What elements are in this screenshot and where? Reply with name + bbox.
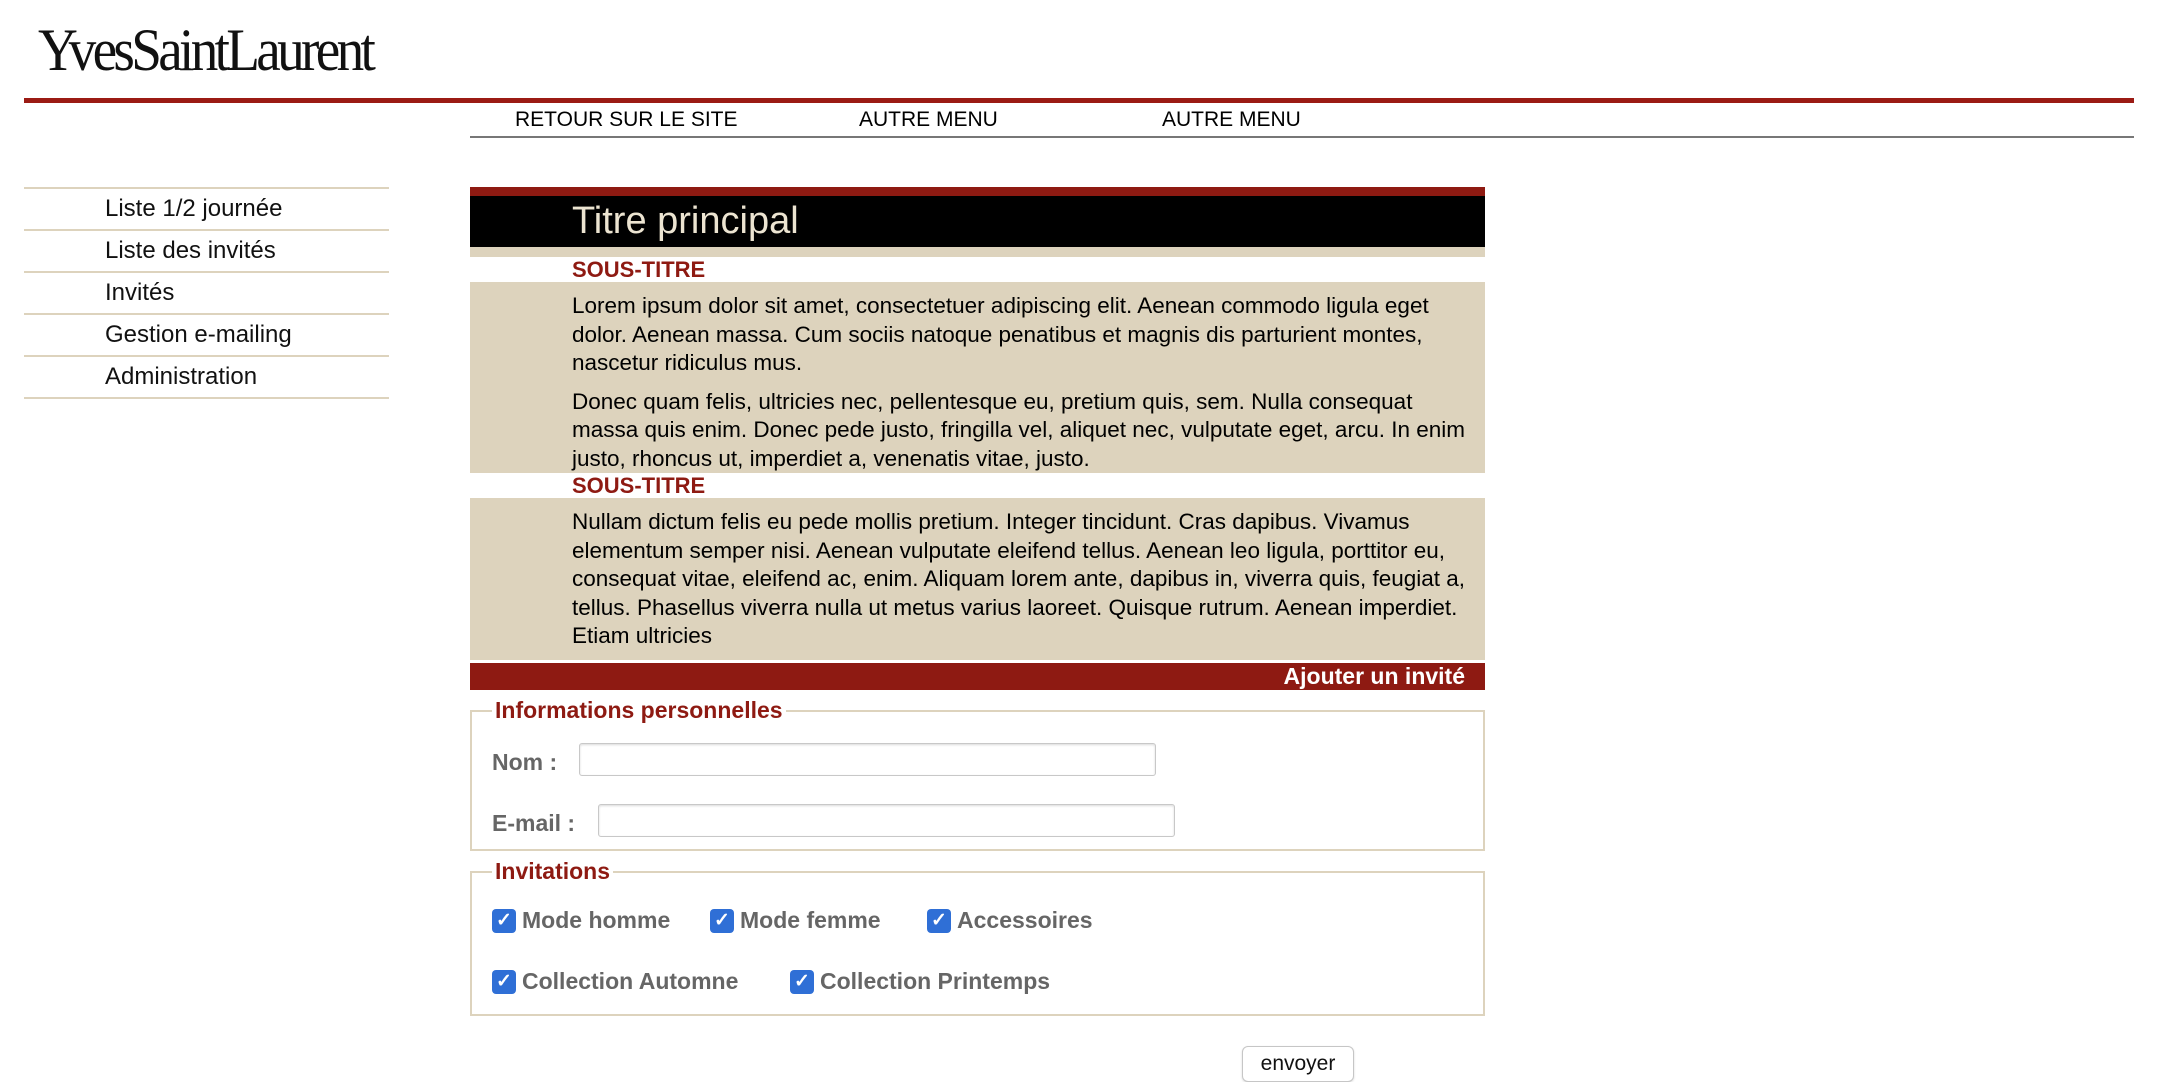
nav-other-menu-1[interactable]: AUTRE MENU	[859, 108, 998, 131]
section-body	[470, 498, 1485, 660]
name-input[interactable]	[579, 743, 1156, 776]
checkmark-icon[interactable]: ✓	[492, 970, 516, 994]
submit-button[interactable]: envoyer	[1242, 1046, 1354, 1082]
checkbox-label: Mode homme	[522, 907, 671, 933]
checkmark-icon[interactable]: ✓	[927, 909, 951, 933]
checkmark-icon[interactable]: ✓	[492, 909, 516, 933]
paragraph: Nullam dictum felis eu pede mollis pretium. Integer tincidunt. Cras dapibus. Vivamus elementum semper nisi. Aenean vulputate eleifend tellus. Aenean leo ligula, porttitor eu, consequat vitae, eleifend ac, enim. Aliquam lorem ante, dapibus in, viverra quis, feugiat a, tellus. Phasellus viverra nulla ut metus varius laoreet. Quisque rutrum. Aenean imperdiet. Etiam ultricies	[572, 509, 1466, 648]
nav-other-menu-2[interactable]: AUTRE MENU	[1162, 108, 1301, 131]
checkbox-mode-femme[interactable]	[710, 907, 881, 934]
checkbox-label: Mode femme	[740, 907, 881, 933]
main-content	[470, 187, 1485, 1016]
header-divider	[24, 98, 2134, 103]
title-bar	[470, 187, 1485, 247]
sidebar	[24, 187, 389, 399]
checkmark-icon[interactable]: ✓	[710, 909, 734, 933]
sidebar-item-guest-list[interactable]: Liste des invités	[24, 231, 389, 273]
name-label: Nom :	[492, 749, 558, 775]
page-title: Titre principal	[572, 200, 799, 242]
invitations-fieldset	[470, 858, 1485, 1016]
checkbox-label: Collection Automne	[522, 968, 739, 994]
checkbox-label: Accessoires	[957, 907, 1093, 933]
checkbox-label: Collection Printemps	[820, 968, 1051, 994]
paragraph: Lorem ipsum dolor sit amet, consectetuer adipiscing elit. Aenean commodo ligula eget dolor. Aenean massa. Cum sociis natoque penatibus et magnis dis parturient montes, nascetur ridiculus mus.	[572, 293, 1429, 375]
email-input[interactable]	[598, 804, 1175, 837]
add-guest-bar	[470, 663, 1485, 690]
section-subtitle: SOUS-TITRE	[470, 257, 1485, 282]
paragraph: Donec quam felis, ultricies nec, pellentesque eu, pretium quis, sem. Nulla consequat massa quis enim. Donec pede justo, fringilla vel, aliquet nec, vulputate eget, arcu. In enim justo, rhoncus ut, imperdiet a, venenatis vitae, justo.	[572, 388, 1465, 471]
invitations-legend: Invitations	[492, 858, 613, 884]
add-guest-heading: Ajouter un invité	[1283, 663, 1465, 689]
section-subtitle: SOUS-TITRE	[470, 473, 1485, 498]
personal-info-fieldset	[470, 697, 1485, 851]
checkmark-icon[interactable]: ✓	[790, 970, 814, 994]
title-underline	[470, 247, 1485, 257]
nav-back-to-site[interactable]: RETOUR SUR LE SITE	[515, 108, 738, 131]
section-body	[470, 282, 1485, 473]
sidebar-item-half-day-list[interactable]: Liste 1/2 journée	[24, 189, 389, 231]
ysl-logo[interactable]: YvesSaintLaurent	[38, 17, 373, 83]
checkbox-accessoires[interactable]	[927, 907, 1093, 934]
checkbox-mode-homme[interactable]	[492, 907, 670, 934]
top-navigation	[470, 104, 2134, 138]
sidebar-item-administration[interactable]: Administration	[24, 357, 389, 399]
email-label: E-mail :	[492, 810, 576, 836]
sidebar-item-guests[interactable]: Invités	[24, 273, 389, 315]
sidebar-item-emailing[interactable]: Gestion e-mailing	[24, 315, 389, 357]
checkbox-collection-printemps[interactable]	[790, 968, 1050, 995]
personal-info-legend: Informations personnelles	[492, 697, 786, 723]
checkbox-collection-automne[interactable]	[492, 968, 738, 995]
